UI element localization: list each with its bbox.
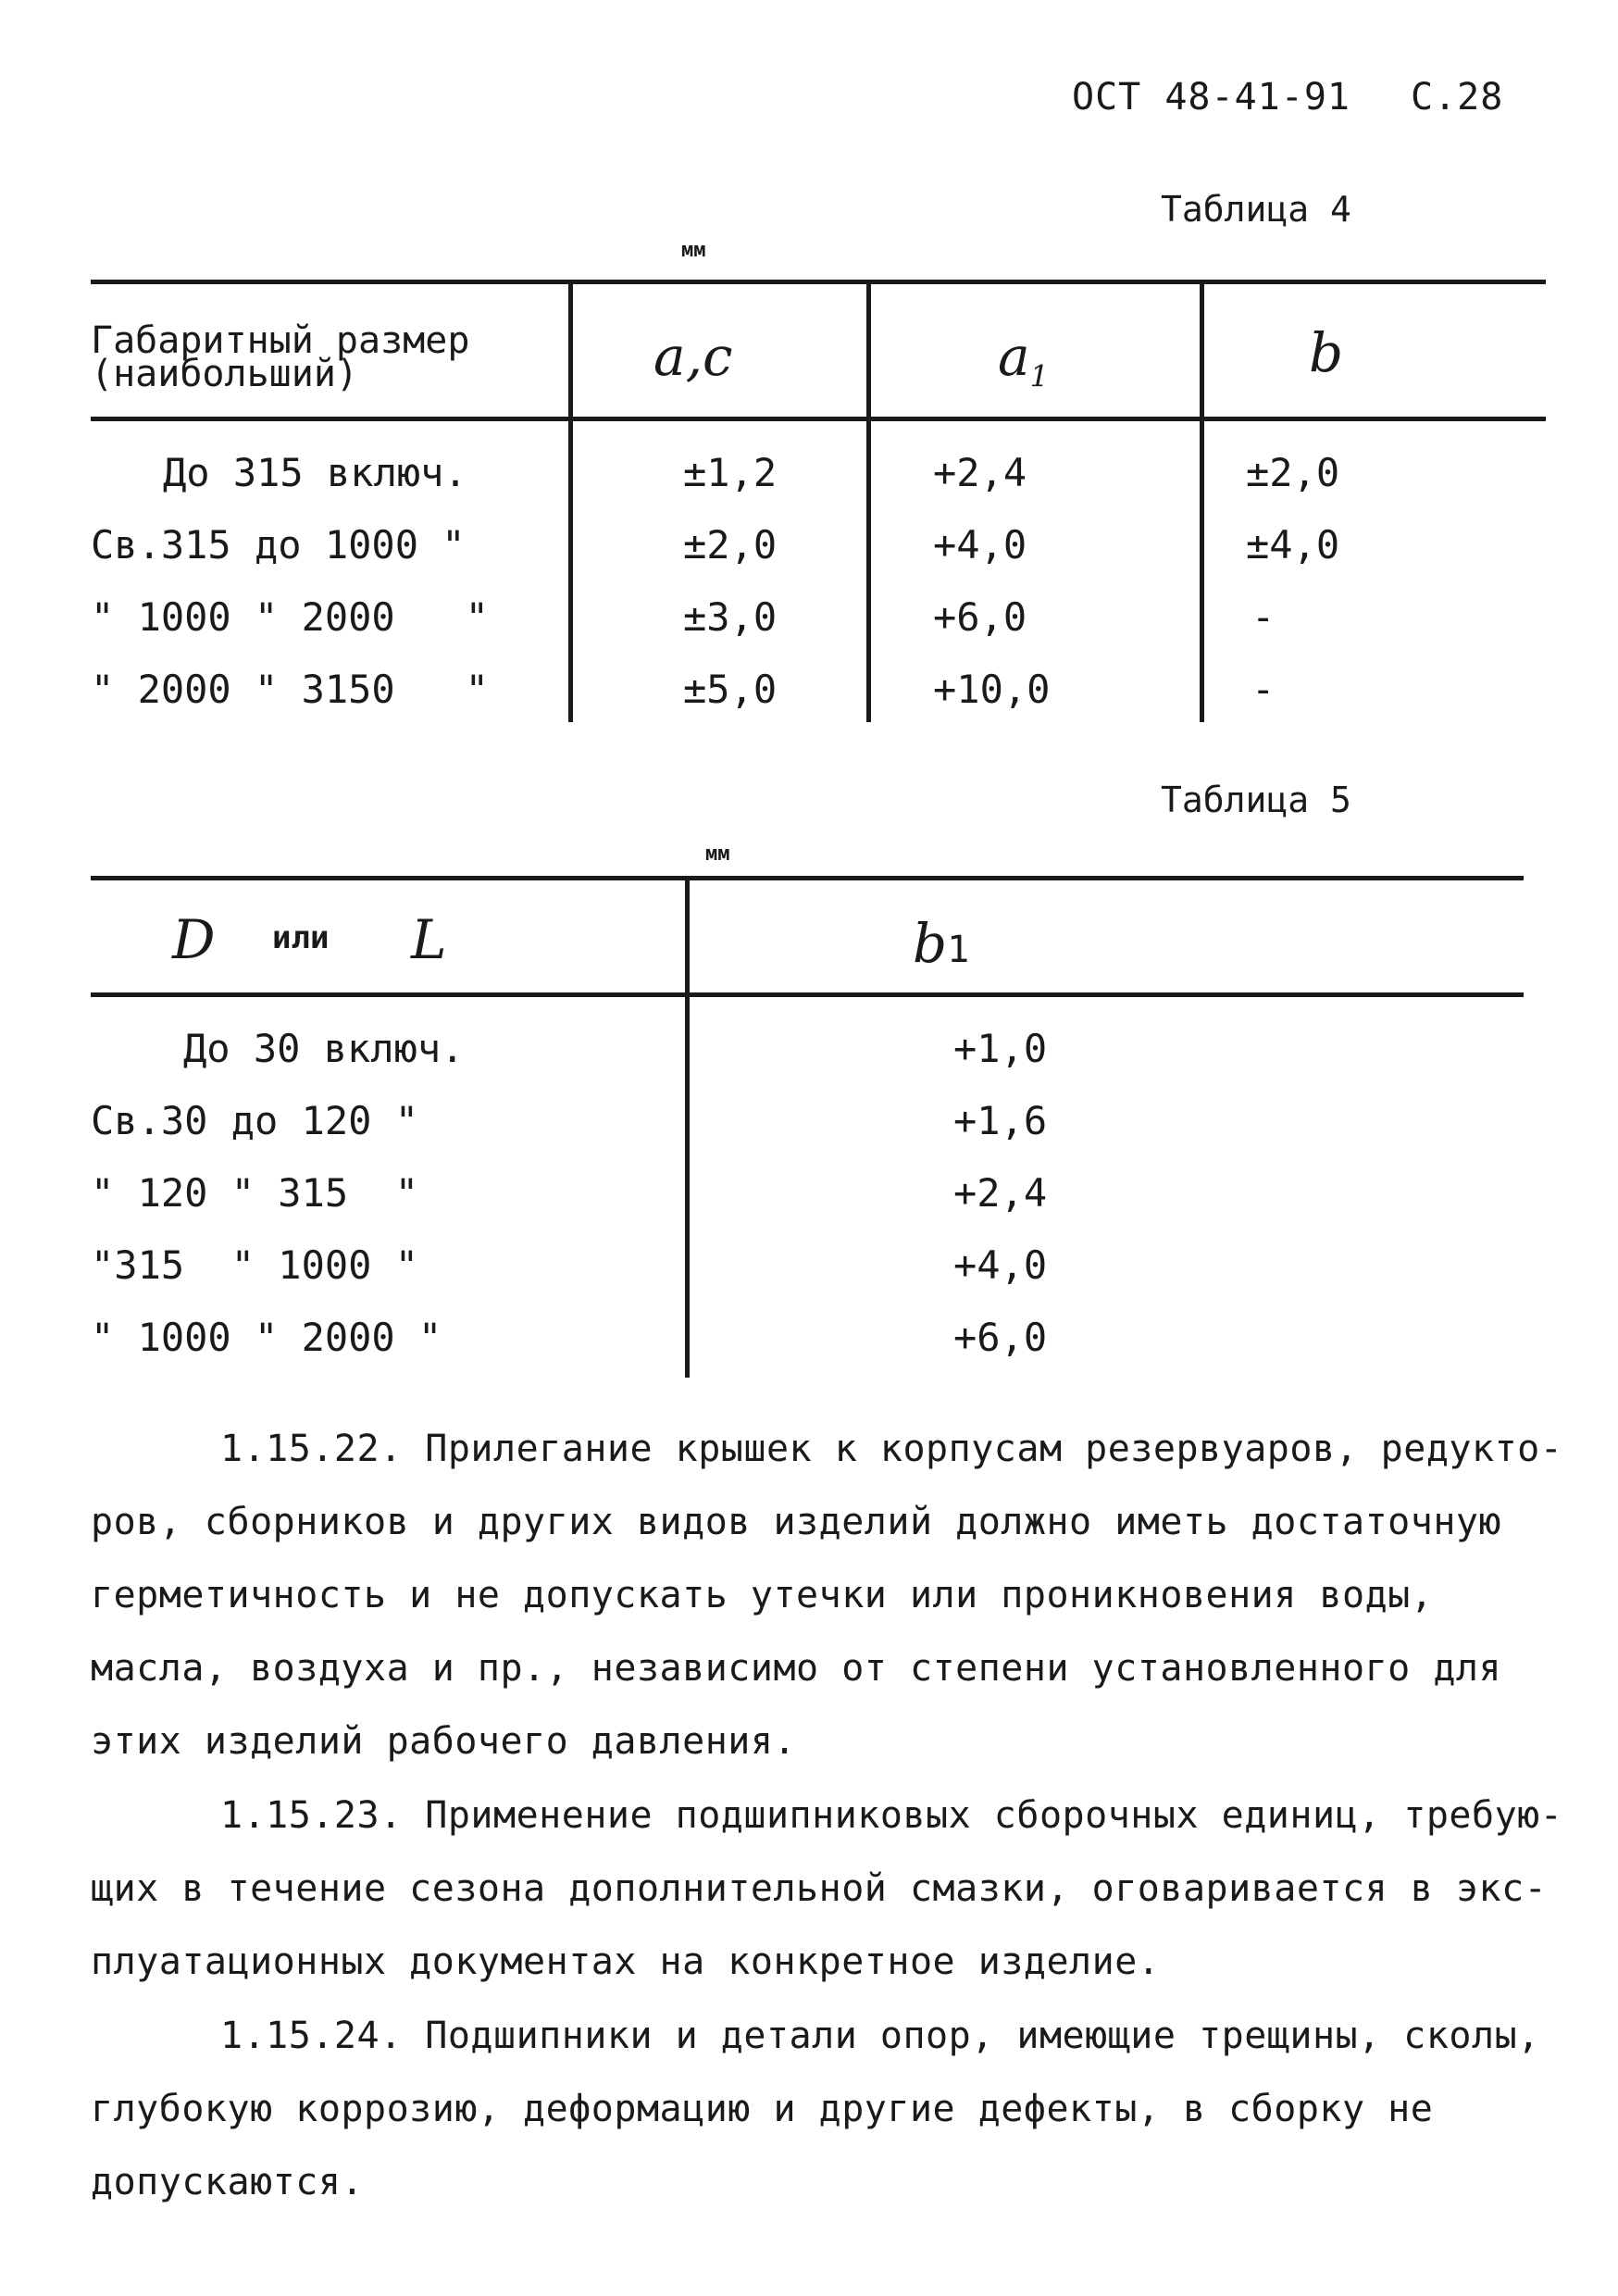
table4-row4-ac: ±5,0 [683,667,778,712]
table4-header-a1: $a_1$ [998,325,1049,394]
clause-1-15-24-line-1: 1.15.24. Подшипники и детали опор, имеющие трещины, сколы, [220,2015,1540,2057]
table5-header-L: L [411,908,447,971]
table4-header-line-2: (наибольший) [91,353,358,395]
table4-row2-b: ±4,0 [1246,522,1340,568]
table4-row1-ac: ±1,2 [683,450,778,495]
table5-row4-b1: +4,0 [953,1242,1048,1288]
table5-row1-size: До 30 включ. [183,1026,465,1071]
table5-row4-size: "315 " 1000 " [91,1242,419,1288]
table4-row2-a1: +4,0 [933,522,1027,568]
table4-row4-size: " 2000 " 3150 " [91,667,489,712]
table5-row5-size: " 1000 " 2000 " [91,1315,442,1360]
table5-header-b: b [913,912,948,975]
table4-col-divider-2 [866,281,871,722]
clause-1-15-24-line-3: допускаются. [91,2161,364,2203]
table5-row2-b1: +1,6 [953,1098,1048,1143]
clause-1-15-22-line-3: герметичность и не допускать утечки или проникновения воды, [91,1574,1434,1616]
table4-row4-a1: +10,0 [933,667,1051,712]
table5-caption: Таблица 5 [1161,780,1351,820]
table4-caption: Таблица 4 [1161,189,1351,230]
table4-row3-a1: +6,0 [933,594,1027,640]
table4-col-divider-1 [568,281,573,722]
table4-header-size [91,319,470,395]
clause-1-15-22 [91,1413,1563,1778]
clause-1-15-22-line-2: ров, сборников и других видов изделий должно иметь достаточную [91,1501,1502,1543]
table5-row2-size: Св.30 до 120 " [91,1098,419,1143]
table5-row3-b1: +2,4 [953,1170,1048,1216]
table5-unit: мм [705,842,730,866]
table4-header-ac: a,c [653,325,733,388]
page-number: С.28 [1411,76,1504,119]
table5-row3-size: " 120 " 315 " [91,1170,419,1216]
table5-header-b1 [913,912,970,975]
table5-row5-b1: +6,0 [953,1315,1048,1360]
table4-row4-b: - [1251,667,1276,712]
table4-row3-ac: ±3,0 [683,594,778,640]
clause-1-15-24-line-2: глубокую коррозию, деформацию и другие дефекты, в сборку не [91,2088,1434,2130]
table5-header-rule [91,992,1524,997]
table4-top-rule [91,280,1546,284]
clause-1-15-23-line-1: 1.15.23. Применение подшипниковых сборочных единиц, требую- [220,1794,1563,1837]
clause-1-15-23 [91,1779,1563,1999]
table5-col-divider [685,878,690,1378]
table4-unit: мм [681,239,706,262]
table4-row1-size: До 315 включ. [163,450,467,495]
table4-row1-b: ±2,0 [1246,450,1340,495]
table4-row3-b: - [1251,594,1276,640]
table4-header-line-1: Габаритный размер [91,319,470,362]
clause-1-15-23-line-2: щих в течение сезона дополнительной смазки, оговаривается в экс- [91,1867,1548,1910]
table5-header-or: или [272,919,330,956]
table4-row2-size: Св.315 до 1000 " [91,522,466,568]
table4-row1-a1: +2,4 [933,450,1027,495]
table5-header-sub: 1 [947,929,970,971]
clause-1-15-22-line-1: 1.15.22. Прилегание крышек к корпусам резервуаров, редукто- [220,1428,1563,1470]
clause-1-15-22-line-4: масла, воздуха и пр., независимо от степени установленного для [91,1647,1502,1690]
table5-row1-b1: +1,0 [953,1026,1048,1071]
document-code: ОСТ 48-41-91 [1072,76,1350,119]
table4-header-rule [91,417,1546,421]
table4-row2-ac: ±2,0 [683,522,778,568]
table5-header-D: D [172,908,216,971]
clause-1-15-24 [91,2000,1540,2219]
table4-header-b: b [1309,321,1344,384]
clause-1-15-23-line-3: плуатационных документах на конкретное изделие. [91,1940,1161,1983]
table5-top-rule [91,876,1524,880]
table4-row3-size: " 1000 " 2000 " [91,594,489,640]
clause-1-15-22-line-5: этих изделий рабочего давления. [91,1720,797,1763]
table4-col-divider-3 [1200,281,1204,722]
